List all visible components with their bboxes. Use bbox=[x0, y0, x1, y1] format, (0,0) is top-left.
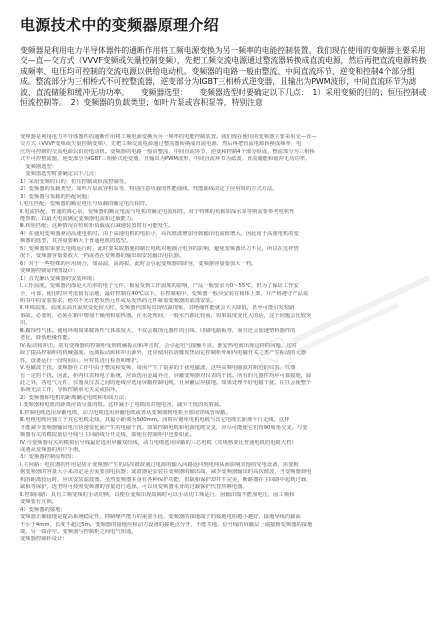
body-line: 变频器选型时要确定以下几点： bbox=[20, 171, 100, 178]
body-line: 件。设备运行一段时间后，应对其进行检查和维护。 bbox=[20, 357, 142, 364]
body-line: 据变频器的容量大小来决定是否需要加电抗器；滤波器是安装在变频器的输出端，减少变频器输出的高次谐波，当变频器到电 bbox=[20, 469, 312, 476]
body-line: 老化，降低绝缘性能。 bbox=[20, 335, 73, 342]
body-line: 缺相等保护，选型时可按照变频器的容量进行选择。可以用变频器本身的过载保护代替热继电器。 bbox=[20, 484, 248, 491]
body-line: Ⅲ.电机电缆应独立于其它电缆走线，其最小距离为500mm。同时应避免电机电缆与其它电缆长距离平行走线，这样 bbox=[20, 417, 290, 424]
body-line: 机的距离较远时，应该安装滤波器。虽然变频器本身有各种保护功能，但缺相保护却并不完美，断路器在主回路中起到过载， bbox=[20, 476, 312, 483]
body-line: Ⅱ.控制电缆选用屏蔽电缆，动力电缆选用屏蔽电缆或者从变频器到电机全部用穿线管屏蔽。 bbox=[20, 409, 231, 416]
body-line: 才能减少变频器输出电压快速变化而产生的电磁干扰。如果控制电缆和电源电缆交叉，应尽可能使它们按90度角交叉。与变 bbox=[20, 424, 308, 431]
body-line: 出。 bbox=[20, 320, 31, 327]
body-line: Ⅰ.工作温度。变频器内部是大功率的电子元件，极易受到工作温度的影响，产品一般要求为0～55℃，但为了保证工作安 bbox=[20, 283, 299, 290]
body-line: 明书中的安装要求，绝对不允许把发热元件或易发热的元件紧靠变频器的底部安装。 bbox=[20, 297, 216, 304]
body-line: 4）在使用变频器驱动高速电机时，由于高速电机的电抗小，高次谐波增加导致输出电流值增大。因此用于高速电机的变 bbox=[20, 230, 299, 237]
document-body bbox=[20, 134, 428, 544]
body-line: 况下，变频器容量要放大一档或者在变频器的输出端安装输出电抗器。 bbox=[20, 253, 185, 260]
body-line: 6）对于一些特殊的应用场合，如高温，高海拔，此时会引起变频器的降容，变频器容量要放大一档。 bbox=[20, 260, 257, 267]
body-line: 5）变频器如果要长电缆运行时，此时要采取措施抑制长电缆对地耦合电容的影响，避免变频器出力不足，所以在这样情 bbox=[20, 245, 299, 252]
body-line: Ⅱ.电流匹配；普通的离心泵，变频器的额定电流与电机的额定电流相符。对于特殊的负载如深水泵等则需要参考电机性 bbox=[20, 208, 295, 215]
document-title: 电源技术中的变频器原理介绍 bbox=[20, 16, 219, 34]
body-line: 4）变频器的接地； bbox=[20, 506, 66, 513]
body-line: 变频器控制柜设计： bbox=[20, 536, 68, 543]
body-line: Ⅲ.腐蚀性气体。使用环境如果腐蚀性气体浓度大，不仅会腐蚀元器件的引线、印刷电路板等，而且还会加速塑料器件的 bbox=[20, 327, 296, 334]
body-line: 2）变频器和电机的距离确定电缆和布线方法； bbox=[20, 394, 130, 401]
body-line: 此之外，各电气元件、仪器及仪表之间的连线应选用屏蔽控制电缆，且屏蔽层应接地。如果处理不好电磁干扰，往往会使整个 bbox=[20, 379, 312, 386]
body-line: Ⅴ.电磁波干扰。变频器在工作中由于整流和变频，周围产生了很多的干扰电磁波，这些高频电磁波对附近的仪表、仪器 bbox=[20, 365, 296, 372]
body-line: Ⅱ.环境温度。温度太高且温度变化较大时，变频器内部易出现结露现象，其绝缘性能就会大大降低，甚至可能引发短路 bbox=[20, 305, 295, 312]
body-line: 除了提高控制柜的机械强度、远离振动源和冲击源外，还应使用抗震橡皮垫固定控制柜外和内电磁开关之类产生振动的元器 bbox=[20, 350, 307, 357]
body-line: 频器有关的模拟量信号线与主回路线分开走线，即使在控制柜中也要如此。 bbox=[20, 432, 195, 439]
body-line: 3）变频器控制原理图； bbox=[20, 454, 77, 461]
body-line: 端，另一端浮空。变频器与控制柜之间电气相通。 bbox=[20, 529, 137, 536]
body-line: 1）首先确认变频器的安装环境； bbox=[20, 275, 98, 282]
body-line: 事故。必要时，必须在箱中增加干燥剂和加热器。在水处理间，一般水汽都比较重，如果温度变化大的话，这个问题会比较突 bbox=[20, 312, 312, 319]
body-line: 变频器正确接地是提高系统稳定性，抑制噪声能力的重要手段。变频器的接地端子的接地电阻越小越好，接地导线的截面 bbox=[20, 514, 301, 521]
body-line: Ⅰ.变频器和电机的距离应该尽量的短。这样减小了电缆的对地电容，减少干扰的发射源。 bbox=[20, 402, 225, 409]
body-line: 压均可控制的交流电源以供给电动机。变频器的电路一般由整流、中间直流环节、逆变和控制4个部分组成。整流部分为三相桥 bbox=[20, 148, 315, 155]
body-line: 有一定的干扰。因此，柜内仪表和电子系统，应该选用金属外壳，屏蔽变频器对仪表的干扰。所有的元器件均应可靠接地，除 bbox=[20, 372, 312, 379]
body-line: Ⅲ.转矩匹配；这种情况在恒转矩负载或有减速装置时有可能发生。 bbox=[20, 223, 174, 230]
body-line: 3）变频器与负载的匹配问题； bbox=[20, 193, 93, 200]
body-line: 变频器选型： bbox=[20, 163, 58, 170]
body-line: 或遵从变频器的用户手册。 bbox=[20, 447, 84, 454]
body-line: 不小于4mm，长度不超过5m。变频器的接地应和动力设备的接地点分开，不能共地。信号线的屏蔽层一端接到变频器的接地 bbox=[20, 521, 313, 528]
body-line: 变频要有互锁。 bbox=[20, 499, 58, 506]
body-line: 式不可控整流器，逆变部分为IGBT三相桥式逆变器，且输出为PWM波形，中间直流环节为滤波、直流储能和缓冲无功功率。 bbox=[20, 156, 311, 163]
body-line: 变频器是利用电力半导体器件的通断作用将工频电源变换为另一频率的电能控制装置。我们现在使用的变频器主要采用交—直— bbox=[20, 134, 317, 140]
body-line: Ⅱ.控制回路：具有工频变频的手动切换，以便在变频出现故障时可以手动切工频运行，因输出端不能加电压，固工频和 bbox=[20, 491, 295, 498]
body-line: 交方式（VVVF变频或矢量控制变频），先把工频交流电源通过整流器转换成直流电源，然后再把直流电源转换成频率、电 bbox=[20, 141, 302, 148]
body-line: 变频器控制原理图设计： bbox=[20, 268, 79, 275]
body-line: Ⅳ.振动和冲击。装有变频器的控制柜受到机械振动和冲击时，会引起电气接触不良。淮安热电就出现这样的问题。这时 bbox=[20, 342, 297, 349]
body-line: 能参数，以最大电流确定变频器电流和过载能力。 bbox=[20, 215, 137, 222]
body-line: 频器的选型，其容量要稍大于普通电机的选型。 bbox=[20, 238, 132, 245]
body-line: 1）采用变频的目的；恒压控制或恒流控制等。 bbox=[20, 178, 130, 185]
body-line: 系统无法工作，导致控制单元失灵或损坏。 bbox=[20, 387, 121, 394]
body-line: 2）变频器的负载类型；如叶片泵或容积泵等，特别注意负载的性能曲线，性能曲线决定了应用时的方式方法。 bbox=[20, 186, 278, 193]
body-line: Ⅰ.电压匹配；变频器的额定电压与负载的额定电压相符。 bbox=[20, 201, 151, 208]
intro-paragraph: 变频器是利用电力半导体器件的通断作用将工频电源变换为另一频率的电能控制装置。我们现在使用的变频器主要采用交—直—交方式（VVVF变频或矢量控制变频），先把工频交流电源通过整流器转换成直流电源，然后再把直流电源转换成频率、电压均可控制的交流电源以供给电动机。变频器的电路一般由整流、中间直流环节、逆变和控制4个部分组成。整流部分为三相桥式不可控整流器，逆变部分为IGBT三相桥式逆变器，且输出为PWM波形，中间直流环节为滤波、直流储能和缓冲无功功率。 变频器选型： 变频器选型时要确定以下几点： 1）采用变频的目的；恒压控制或恒流控制等。 2）变频器的负载类型；如叶片泵或容积泵等，特别注意 bbox=[20, 46, 427, 108]
body-line: Ⅰ.主回路：电抗器的作用是防止变频器产生的高次谐波通过电源的输入回路返回到电网从而影响其他的受电设备，需要根 bbox=[20, 461, 299, 468]
body-line: Ⅳ.与变频器有关的模拟信号线最好选用屏蔽双绞线，动力电缆选用屏蔽的三芯电缆（其规格要比普通电机的电缆大档） bbox=[20, 439, 297, 446]
body-line: 全、可靠，使用时应考虑留有余地，最好控制在40℃以下。在控制箱中，变频器一般应安装在箱体上部，并严格遵守产品说 bbox=[20, 290, 309, 297]
